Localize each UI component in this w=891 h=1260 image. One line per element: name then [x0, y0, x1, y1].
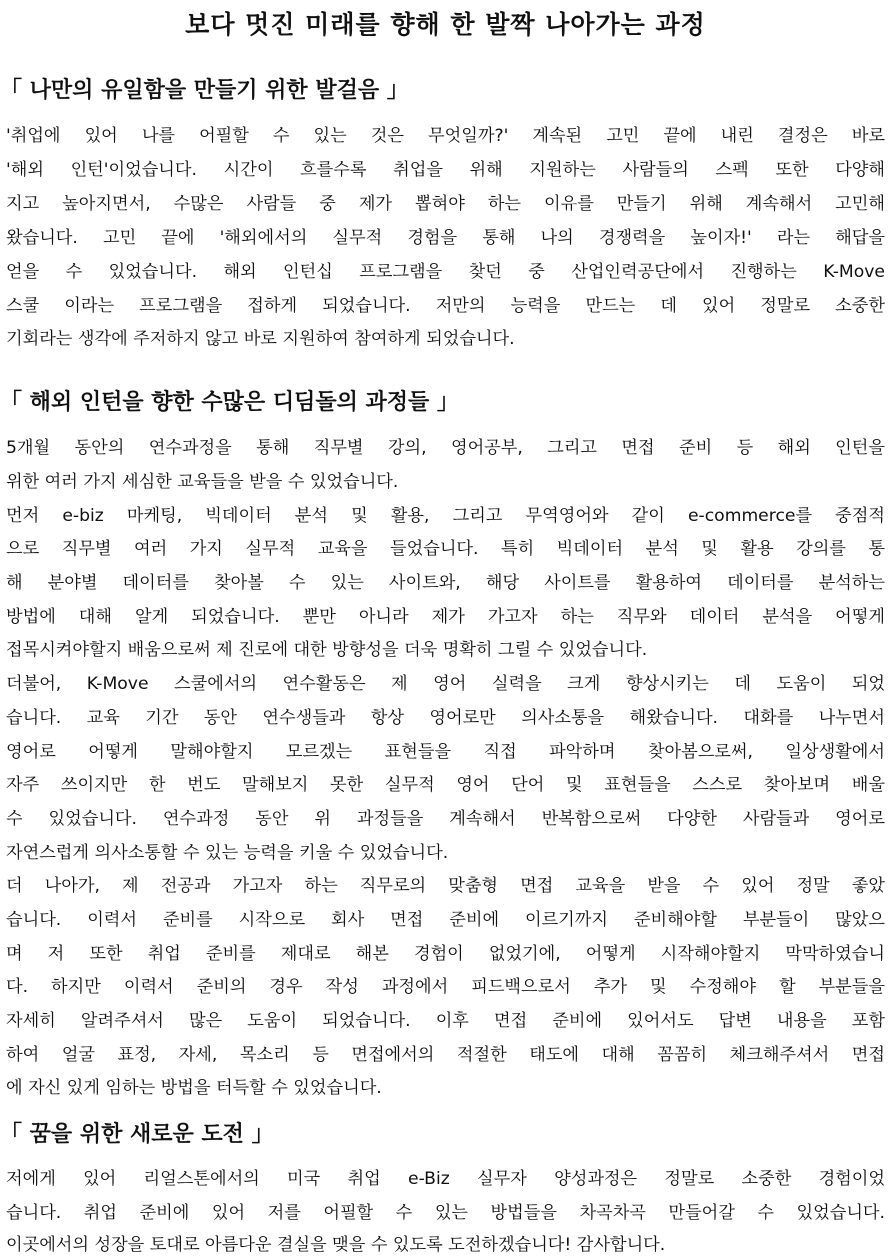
page-title: 보다 멋진 미래를 향해 한 발짝 나아가는 과정 — [185, 10, 706, 39]
paragraph-line: 스쿨 이라는 프로그램을 접하게 되었습니다. 저만의 능력을 만드는 데 있어 정말로 소중한 — [6, 296, 885, 316]
paragraph-line: 해 분야별 데이터를 찾아볼 수 있는 사이트와, 해당 사이트를 활용하여 데이터를 분석하는 — [6, 573, 885, 593]
paragraph-line: 수 있었습니다. 연수과정 동안 위 과정들을 계속해서 반복함으로써 다양한 사람들과 영어로 — [6, 809, 885, 829]
paragraph-line: 이곳에서의 성장을 토대로 아름다운 결실을 맺을 수 있도록 도전하겠습니다! 감사합니다. — [6, 1235, 666, 1255]
paragraph-line: 5개월 동안의 연수과정을 통해 직무별 강의, 영어공부, 그리고 면접 준비 등 해외 인턴을 — [6, 438, 885, 458]
paragraph-line: 다. 하지만 이력서 준비의 경우 작성 과정에서 피드백으로서 추가 및 수정해야 할 부분들을 — [6, 977, 885, 997]
section-heading: 「 해외 인턴을 향한 수많은 디딤돌의 과정들 」 — [0, 390, 459, 415]
paragraph-line: 얻을 수 있었습니다. 해외 인턴십 프로그램을 찾던 중 산업인력공단에서 진행하는 K-Move — [6, 262, 885, 282]
paragraph-line: 자주 쓰이지만 한 번도 말해보지 못한 실무적 영어 단어 및 표현들을 스스로 찾아보며 배울 — [6, 775, 885, 795]
paragraph-line: 에 자신 있게 임하는 방법을 터득할 수 있었습니다. — [6, 1078, 382, 1098]
paragraph-line: '해외 인턴'이었습니다. 시간이 흐를수록 취업을 위해 지원하는 사람들의 스펙 또한 다양해 — [6, 160, 885, 180]
paragraph-line: 으로 직무별 여러 가지 실무적 교육을 들었습니다. 특히 빅데이터 분석 및 활용 강의를 통 — [6, 539, 885, 559]
paragraph-line: 먼저 e-biz 마케팅, 빅데이터 분석 및 활용, 그리고 무역영어와 같이 e-commerce를 중점적 — [6, 506, 885, 526]
paragraph-line: 습니다. 교육 기간 동안 연수생들과 항상 영어로만 의사소통을 해왔습니다. 대화를 나누면서 — [6, 708, 885, 728]
section-heading: 「 꿈을 위한 새로운 도전 」 — [0, 1122, 274, 1147]
paragraph-line: 자세히 알려주셔서 많은 도움이 되었습니다. 이후 면접 준비에 있어서도 답변 내용을 포함 — [6, 1011, 885, 1031]
paragraph-line: 왔습니다. 고민 끝에 '해외에서의 실무적 경험을 통해 나의 경쟁력을 높이자!' 라는 해답을 — [6, 228, 885, 248]
paragraph-line: 위한 여러 가지 세심한 교육들을 받을 수 있었습니다. — [6, 472, 399, 492]
paragraph-line: 기회라는 생각에 주저하지 않고 바로 지원하여 참여하게 되었습니다. — [6, 329, 515, 349]
paragraph-line: 저에게 있어 리얼스톤에서의 미국 취업 e-Biz 실무자 양성과정은 정말로 소중한 경험이었 — [6, 1169, 885, 1189]
paragraph-line: '취업에 있어 나를 어필할 수 있는 것은 무엇일까?' 계속된 고민 끝에 내린 결정은 바로 — [6, 126, 885, 146]
paragraph-line: 방법에 대해 알게 되었습니다. 뿐만 아니라 제가 가고자 하는 직무와 데이터 분석을 어떻게 — [6, 607, 885, 627]
paragraph-line: 며 저 또한 취업 준비를 제대로 해본 경험이 없었기에, 어떻게 시작해야할지 막막하였습니 — [6, 944, 885, 964]
paragraph-line: 자연스럽게 의사소통할 수 있는 능력을 키울 수 있었습니다. — [6, 843, 449, 863]
paragraph-line: 접목시켜야할지 배움으로써 제 진로에 대한 방향성을 더욱 명확히 그릴 수 있었습니다. — [6, 640, 648, 660]
paragraph-line: 영어로 어떻게 말해야할지 모르겠는 표현들을 직접 파악하며 찾아봄으로써, 일상생활에서 — [6, 742, 885, 762]
paragraph-line: 하여 얼굴 표정, 자세, 목소리 등 면접에서의 적절한 태도에 대해 꼼꼼히 체크해주셔서 면접 — [6, 1045, 885, 1065]
paragraph-line: 더 나아가, 제 전공과 가고자 하는 직무로의 맞춤형 면접 교육을 받을 수 있어 정말 좋았 — [6, 876, 885, 896]
paragraph-line: 더불어, K-Move 스쿨에서의 연수활동은 제 영어 실력을 크게 향상시키는 데 도움이 되었 — [6, 674, 885, 694]
section-heading: 「 나만의 유일함을 만들기 위한 발걸음 」 — [0, 78, 409, 103]
paragraph-line: 습니다. 이력서 준비를 시작으로 회사 면접 준비에 이르기까지 준비해야할 부분들이 많았으 — [6, 910, 885, 930]
paragraph-line: 습니다. 취업 준비에 있어 저를 어필할 수 있는 방법들을 차곡차곡 만들어갈 수 있었습니다. — [6, 1203, 885, 1223]
paragraph-line: 지고 높아지면서, 수많은 사람들 중 제가 뽑혀야 하는 이유를 만들기 위해 계속해서 고민해 — [6, 194, 885, 214]
